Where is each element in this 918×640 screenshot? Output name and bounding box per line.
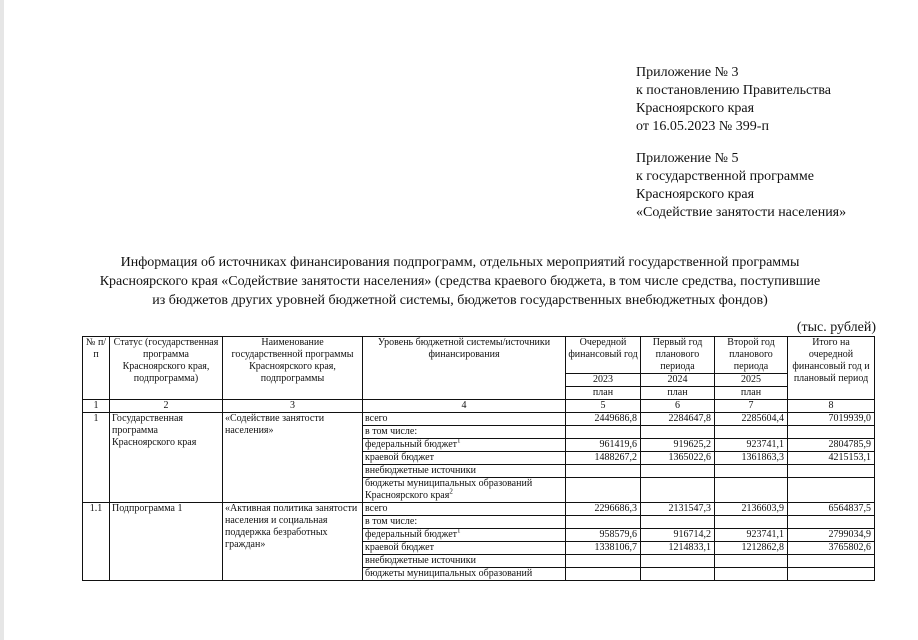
budget-level-text: федеральный бюджет: [365, 529, 458, 540]
row-value-y3: 923741,1: [715, 529, 788, 542]
header-year-1: Очередной финансовый год: [566, 337, 641, 374]
budget-level-text: федеральный бюджет: [365, 439, 458, 450]
row-budget-level: [363, 542, 566, 555]
row-value-y2: [641, 465, 715, 478]
row-value-y3: 923741,1: [715, 439, 788, 452]
row-value-y2: 919625,2: [641, 439, 715, 452]
budget-level-text: в том числе:: [365, 426, 418, 437]
financing-table: [82, 336, 875, 581]
title-line: Информация об источниках финансирования подпрограмм, отдельных мероприятий государственной программы: [120, 255, 800, 270]
row-value-y3: 2136603,9: [715, 503, 788, 516]
row-value-total: [788, 465, 875, 478]
header-year-value: 2025: [715, 374, 788, 387]
row-name: «Содействие занятости населения»: [223, 413, 363, 503]
row-budget-level: [363, 516, 566, 529]
row-budget-level: [363, 439, 566, 452]
appendix-3-line: от 16.05.2023 № 399-п: [636, 119, 769, 134]
row-value-y3: [715, 465, 788, 478]
budget-level-text: в том числе:: [365, 516, 418, 527]
column-number: 8: [788, 400, 875, 413]
column-number: 1: [83, 400, 110, 413]
row-value-y3: 1212862,8: [715, 542, 788, 555]
table-row: [83, 413, 875, 426]
budget-level-text: внебюджетные источники: [365, 555, 476, 566]
title-line: Красноярского края «Содействие занятости населения» (средства краевого бюджета, в том числе средства, поступившие: [99, 274, 821, 289]
appendix-5-line: «Содействие занятости населения»: [636, 205, 847, 220]
header-year-value: 2023: [566, 374, 641, 387]
budget-level-text: бюджеты муниципальных образований Красноярского края: [365, 478, 533, 501]
header-status: Статус (государственная программа Красноярского края, подпрограмма): [110, 337, 223, 400]
row-value-total: 7019939,0: [788, 413, 875, 426]
row-value-y2: 1365022,6: [641, 452, 715, 465]
units-label: (тыс. рублей): [796, 320, 876, 335]
header-total: Итого на очередной финансовый год и плановый период: [788, 337, 875, 400]
row-value-total: 3765802,6: [788, 542, 875, 555]
column-number: 5: [566, 400, 641, 413]
row-value-y1: [566, 555, 641, 568]
row-value-y1: [566, 465, 641, 478]
row-budget-level: [363, 465, 566, 478]
column-number: 6: [641, 400, 715, 413]
header-plan: план: [566, 387, 641, 400]
row-value-y1: 961419,6: [566, 439, 641, 452]
header-name: Наименование государственной программы Красноярского края, подпрограммы: [223, 337, 363, 400]
appendix-3-line: Приложение № 3: [636, 65, 739, 80]
row-value-y1: 1338106,7: [566, 542, 641, 555]
footnote-marker: 2: [449, 487, 453, 496]
row-value-y1: 2449686,8: [566, 413, 641, 426]
row-status: Подпрограмма 1: [110, 503, 223, 581]
column-number: 7: [715, 400, 788, 413]
budget-level-text: краевой бюджет: [365, 452, 434, 463]
row-value-y1: [566, 516, 641, 529]
row-value-y3: 2285604,4: [715, 413, 788, 426]
header-level: Уровень бюджетной системы/источники финансирования: [363, 337, 566, 400]
header-year-2: Первый год планового периода: [641, 337, 715, 374]
row-budget-level: [363, 452, 566, 465]
row-value-total: [788, 478, 875, 503]
footnote-marker: 1: [457, 438, 461, 445]
row-value-total: 2804785,9: [788, 439, 875, 452]
appendix-5-reference: [636, 150, 906, 222]
footnote-marker: 1: [457, 528, 461, 535]
row-value-y3: [715, 426, 788, 439]
row-value-y3: [715, 568, 788, 581]
appendix-3-reference: [636, 64, 906, 136]
header-num: № п/п: [83, 337, 110, 400]
document-title: [40, 253, 880, 310]
title-line: из бюджетов других уровней бюджетной системы, бюджетов государственных внебюджетных фондов): [152, 293, 768, 308]
row-status: Государственная программа Красноярского края: [110, 413, 223, 503]
appendix-5-line: Приложение № 5: [636, 151, 739, 166]
column-number: 3: [223, 400, 363, 413]
row-value-total: [788, 555, 875, 568]
table-row: [83, 503, 875, 516]
row-value-y2: 916714,2: [641, 529, 715, 542]
row-budget-level: [363, 426, 566, 439]
row-value-y2: [641, 478, 715, 503]
row-value-y3: 1361863,3: [715, 452, 788, 465]
row-budget-level: [363, 413, 566, 426]
appendix-5-line: к государственной программе: [636, 169, 814, 184]
header-year-value: 2024: [641, 374, 715, 387]
row-value-y2: [641, 568, 715, 581]
column-number: 2: [110, 400, 223, 413]
row-value-y2: [641, 516, 715, 529]
row-budget-level: [363, 568, 566, 581]
budget-level-text: всего: [365, 503, 388, 514]
header-plan: план: [715, 387, 788, 400]
column-number: 4: [363, 400, 566, 413]
row-value-y2: [641, 555, 715, 568]
column-number-row: [83, 400, 875, 413]
row-value-y2: 1214833,1: [641, 542, 715, 555]
row-value-y1: 1488267,2: [566, 452, 641, 465]
row-number: 1: [83, 413, 110, 503]
row-value-total: 4215153,1: [788, 452, 875, 465]
row-value-total: [788, 426, 875, 439]
row-value-y3: [715, 516, 788, 529]
header-year-3: Второй год планового периода: [715, 337, 788, 374]
row-budget-level: [363, 555, 566, 568]
row-value-total: 6564837,5: [788, 503, 875, 516]
row-number: 1.1: [83, 503, 110, 581]
row-value-y2: [641, 426, 715, 439]
row-value-y1: 2296686,3: [566, 503, 641, 516]
row-budget-level: [363, 503, 566, 516]
row-value-total: 2799034,9: [788, 529, 875, 542]
row-value-y2: 2284647,8: [641, 413, 715, 426]
budget-level-text: всего: [365, 413, 388, 424]
row-name: «Активная политика занятости населения и социальная поддержка безработных граждан»: [223, 503, 363, 581]
appendix-3-line: Красноярского края: [636, 101, 755, 116]
row-value-y2: 2131547,3: [641, 503, 715, 516]
row-value-y1: [566, 478, 641, 503]
budget-level-text: краевой бюджет: [365, 542, 434, 553]
row-value-y3: [715, 478, 788, 503]
row-value-total: [788, 516, 875, 529]
header-row: [83, 337, 875, 374]
row-budget-level: [363, 478, 566, 503]
table-body: [83, 413, 875, 581]
appendix-5-line: Красноярского края: [636, 187, 755, 202]
row-value-y1: 958579,6: [566, 529, 641, 542]
budget-level-text: внебюджетные источники: [365, 465, 476, 476]
row-value-y1: [566, 568, 641, 581]
row-value-y3: [715, 555, 788, 568]
header-plan: план: [641, 387, 715, 400]
budget-level-text: бюджеты муниципальных образований: [365, 568, 533, 579]
row-value-y1: [566, 426, 641, 439]
row-budget-level: [363, 529, 566, 542]
row-value-total: [788, 568, 875, 581]
page-edge: [0, 0, 4, 640]
appendix-3-line: к постановлению Правительства: [636, 83, 832, 98]
